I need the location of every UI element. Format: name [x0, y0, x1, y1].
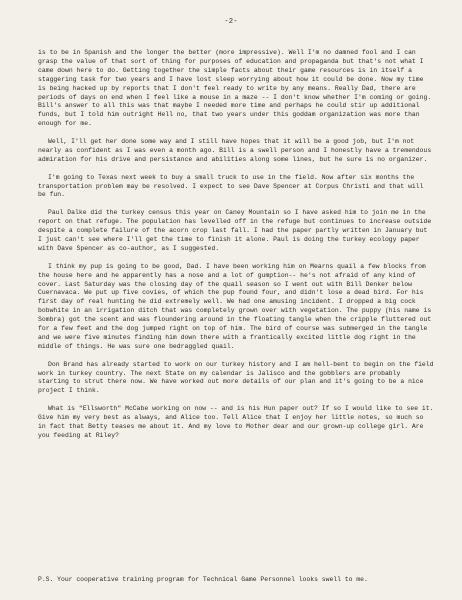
postscript: P.S. Your cooperative training program for Technical Game Personnel looks swell to me.: [38, 576, 368, 583]
page-number: -2-: [224, 18, 238, 26]
paragraph-5: I think my pup is going to be good, Dad. I have been working him on Mearns quail a few blocks from the house here and he apparently has a nose and a lot of gumption-- he's not afraid of any kind of cover. Last Saturday was the closing day of the quail season so I went out with Bill Denker below Cuernavaca. We put up five covies, of which the pup found four, and didn't lose a dead bird. For his first day of real hunting he did extremely well. We had one amusing incident. I dropped a big cock bobwhite in an irrigation ditch that was completely grown over with vegetation. The puppy (his name is Sombra) got the scent and was floundering around in the floating tangle when the cripple fluttered out for a few feet and the dog jumped right on top of him. The bird of course was submerged in the tangle and we were five minutes finding him down there with a frantically excited little dog right in the middle of things. He was sure one bedraggled quail.: [38, 262, 432, 350]
paragraph-2: Well, I'll get her done some way and I still have hopes that it will be a good job, but I'm not nearly as confident as I was even a month ago. Bill is a swell person and I honestly have a tremendous admiration for his drive and persistance and abilities along some lines, but he sure is no organizer.: [38, 138, 432, 163]
paragraph-1: is to be in Spanish and the longer the better (more impressive). Well I'm no damned fool and I can grasp the value of that sort of thing for purposes of education and propaganda but that's not what I came down here to do. Getting together the simple facts about their game resources is in itself a staggering task for two years and I have lost sleep worrying about how it could be done. Now my time is being hacked up by reports that I don't feel ready to write by any means. Really Dad, there are periods of days on end when I feel like a mouse in a maze -- I don't know whether I'm coming or going. Bill's answer to all this was that maybe I needed more time and perhaps he could stir up additional funds, but I told him outright Hell no, that two years under this goddam organization was more than enough for me.: [38, 49, 432, 128]
paragraph-4: Paul Dalke did the turkey census this year on Caney Mountain so I have asked him to join me in the report on that refuge. The population has levelled off in the refuge but continues to increase outside despite a complete failure of the acorn crop last fall. I had the paper partly written in January but I just can't see where I'll get the time to finish it alone. Paul is doing the turkey ecology paper with Dave Spencer as co-author, as I suggested.: [38, 209, 432, 252]
letter-body: [38, 49, 435, 450]
paragraph-3: I'm going to Texas next week to buy a small truck to use in the field. Now after six months the transportation problem may be resolved. I expect to see Dave Spencer at Corpus Christi and that will be fun.: [38, 173, 424, 199]
paragraph-6: Don Brand has already started to work on our turkey history and I am hell-bent to begin on the field work in turkey country. The next State on my calendar is Jalisco and the gobblers are probably starting to strut there now. We have worked out more details of our plan and it's going to be a nice project I think.: [38, 360, 434, 395]
paragraph-7: What is "Ellsworth" McCabe working on now -- and is his Hun paper out? If so I would like to see it. Give him my very best as always, and Alice too. Tell Alice that I enjoy her little notes, so much so in fact that Betty teases me about it. And my love to Mother dear and our grown-up college girl. Are you feeding at Riley?: [38, 405, 434, 439]
